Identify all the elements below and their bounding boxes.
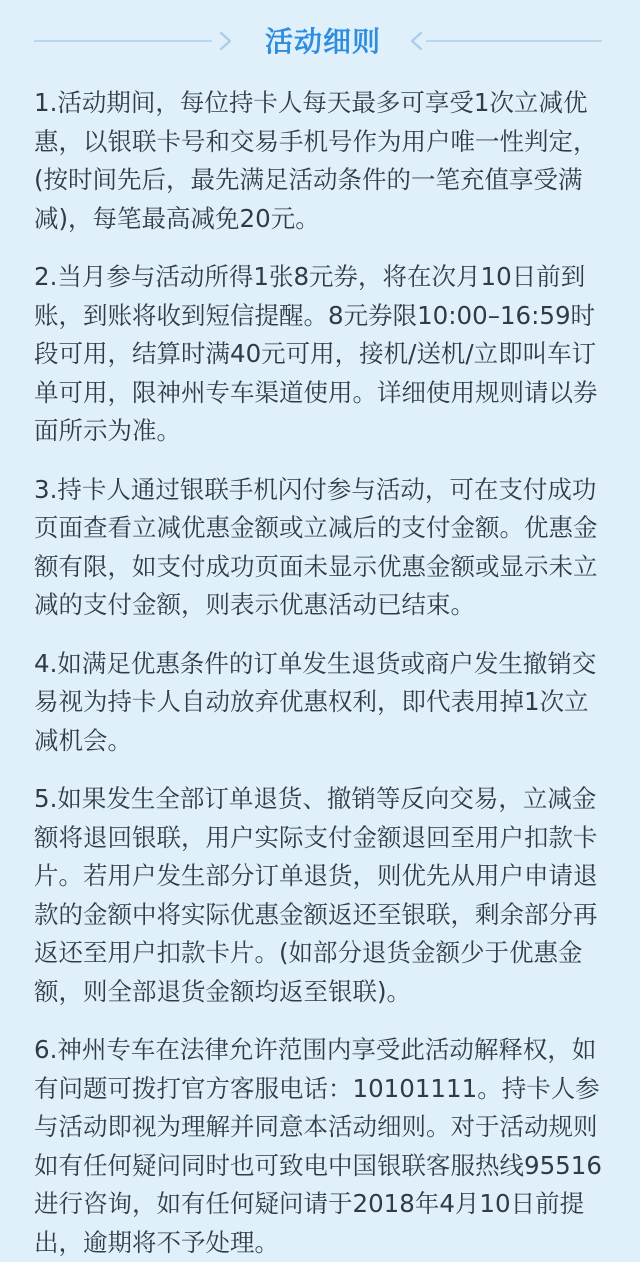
rule-item-6: 6.神州专车在法律允许范围内享受此活动解释权，如有问题可拨打官方客服电话：10101111。持卡人参与活动即视为理解并同意本活动细则。对于活动规则如有任何疑问同时也可致电中国银联客服热线95516进行咨询，如有任何疑问请于2018年4月10日前提出，逾期将不予处理。 [34, 1035, 602, 1257]
rule-item-5: 5.如果发生全部订单退货、撤销等反向交易，立减金额将退回银联，用户实际支付金额退回至用户扣款卡片。若用户发生部分订单退货，则优先从用户申请退款的金额中将实际优惠金额返还至银联，剩余部分再返还至用户扣款卡片。(如部分退货金额少于优惠金额，则全部退货金额均返至银联)。 [34, 784, 598, 1006]
rule-item-4: 4.如满足优惠条件的订单发生退货或商户发生撤销交易视为持卡人自动放弃优惠权利，即代表用掉1次立减机会。 [34, 648, 597, 755]
rule-item-1: 1.活动期间，每位持卡人每天最多可享受1次立减优惠，以银联卡号和交易手机号作为用户唯一性判定，(按时间先后，最先满足活动条件的一笔充值享受满减)，每笔最高减免20元。 [34, 88, 598, 233]
section-header [34, 0, 612, 84]
page-title: 活动细则 [264, 25, 381, 58]
rule-item-2: 2.当月参与活动所得1张8元券，将在次月10日前到账，到账将收到短信提醒。8元券限10:00–16:59时段可用，结算时满40元可用，接机/送机/立即叫车订单可用，限神州专车渠道使用。详细使用规则请以券面所示为准。 [34, 262, 598, 445]
rules-list [34, 84, 612, 1262]
header-divider-right [426, 40, 602, 42]
rule-item-3: 3.持卡人通过银联手机闪付参与活动，可在支付成功页面查看立减优惠金额或立减后的支付金额。优惠金额有限，如支付成功页面未显示优惠金额或显示未立减的支付金额，则表示优惠活动已结束。 [34, 474, 598, 619]
chevron-left-icon [406, 31, 426, 51]
